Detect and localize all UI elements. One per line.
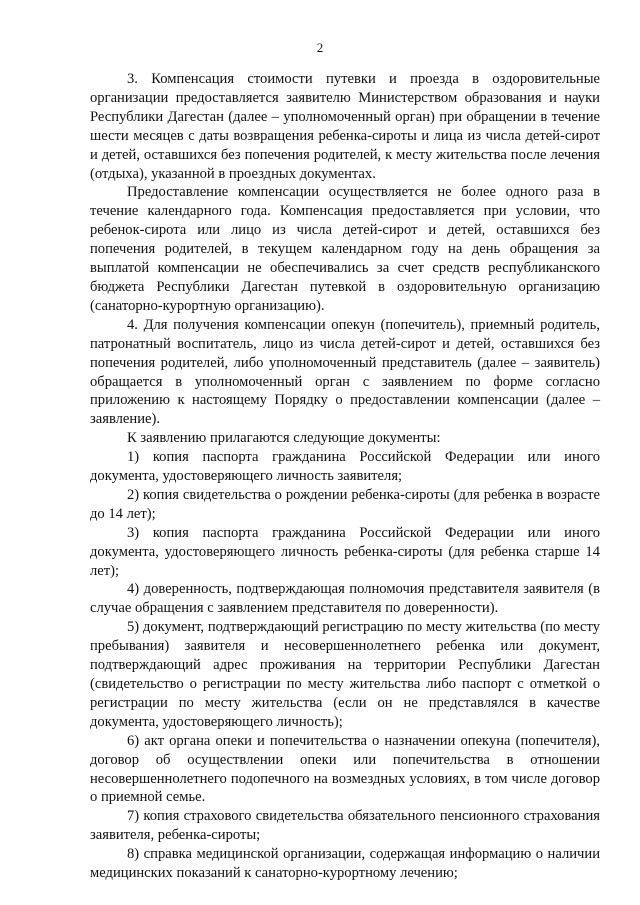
document-list-item-4: 4) доверенность, подтверждающая полномочия представителя заявителя (в случае обращения с заявлением представителя по доверенности). — [90, 581, 600, 617]
document-body — [90, 70, 600, 883]
page-number: 2 — [316, 40, 324, 55]
document-list-item-1: 1) копия паспорта гражданина Российской Федерации или иного документа, удостоверяющего личность заявителя; — [90, 449, 600, 485]
paragraph-item-3-compensation: 3. Компенсация стоимости путевки и проезда в оздоровительные организации предоставляется заявителю Министерством образования и науки Республики Дагестан (далее – уполномоченный орган) при обращении в течение шести месяцев с даты возвращения ребенка-сироты и лица из числа детей-сирот и детей, оставшихся без попечения родителей, к месту жительства после лечения (отдыха), указанной в проездных документах. — [90, 71, 600, 182]
document-list-item-8: 8) справка медицинской организации, содержащая информацию о наличии медицинских показаний к санаторно-курортному лечению; — [90, 846, 600, 882]
document-list-item-5: 5) документ, подтверждающий регистрацию по месту жительства (по месту пребывания) заявителя и несовершеннолетнего ребенка или документ, подтверждающий адрес проживания на территории Республики Дагестан (свидетельство о регистрации по месту жительства либо паспорт с отметкой о регистрации по месту жительства (если он не представлялся в качестве документа, удостоверяющего личность); — [90, 619, 600, 730]
document-list-item-2: 2) копия свидетельства о рождении ребенка-сироты (для ребенка в возрасте до 14 лет); — [90, 486, 600, 522]
document-list-item-3: 3) копия паспорта гражданина Российской Федерации или иного документа, удостоверяющего личность ребенка-сироты (для ребенка старше 14 лет); — [90, 524, 600, 579]
paragraph-item-4-application: 4. Для получения компенсации опекун (попечитель), приемный родитель, патронатный воспитатель, лицо из числа детей-сирот и детей, оставшихся без попечения родителей, либо уполномоченный представитель (далее – заявитель) обращается в уполномоченный орган с заявлением по форме согласно приложению к настоящему Порядку о предоставлении компенсации (далее – заявление). — [90, 316, 600, 428]
paragraph-compensation-conditions: Предоставление компенсации осуществляется не более одного раза в течение календарного года. Компенсация предоставляется при условии, что ребенок-сирота или лицо из числа детей-сирот и детей, оставшихся без попечения родителей, в текущем календарном году на день обращения за выплатой компенсации не обеспечивались за счет средств республиканского бюджета Республики Дагестан путевкой в оздоровительную организацию (санаторно-курортную организацию). — [90, 184, 600, 314]
document-list-item-7: 7) копия страхового свидетельства обязательного пенсионного страхования заявителя, ребенка-сироты; — [90, 808, 600, 844]
paragraph-documents-intro: К заявлению прилагаются следующие документы: — [127, 430, 441, 447]
document-list-item-6: 6) акт органа опеки и попечительства о назначении опекуна (попечителя), договор об осуществлении опеки или попечительства в отношении несовершеннолетнего подопечного на возмездных условиях, в том числе договор о приемной семье. — [90, 732, 600, 806]
